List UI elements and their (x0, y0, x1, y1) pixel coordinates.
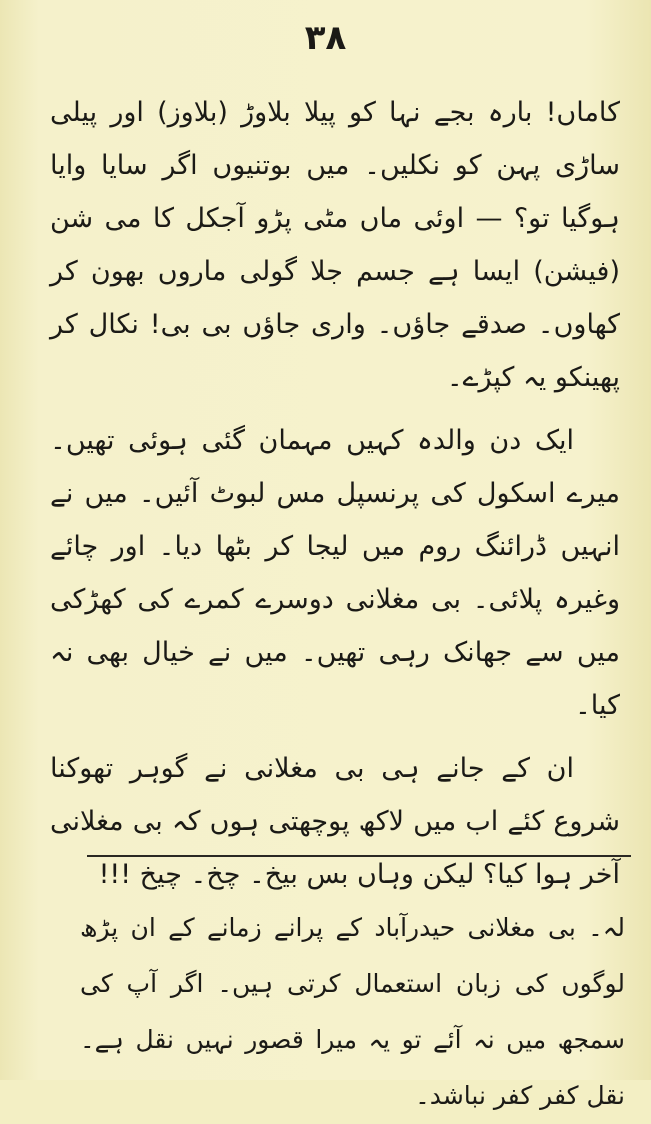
footnote (80, 900, 625, 1124)
paragraph: ان کے جانے ہی بی مغلانی نے گوہر تھوکنا شروع کئے اب میں لاکھ پوچھتی ہوں کہ بی مغلانی آخر ہوا کیا؟ لیکن وہاں بس بیخ۔ چخ۔ چیخ !!! (50, 753, 620, 890)
footnote-text: لہ۔ بی مغلانی حیدرآباد کے پرانے زمانے کے ان پڑھ لوگوں کی زبان استعمال کرتی ہیں۔ اگر آپ کی سمجھ میں نہ آئے تو یہ میرا قصور نہیں نقل ہے۔ نقل کفر کفر نباشد۔ (80, 913, 625, 1110)
page-number: ۳۸ (304, 18, 347, 58)
paragraph: ایک دن والدہ کہیں مہمان گئی ہوئی تھیں۔ میرے اسکول کی پرنسپل مس لبوٹ آئیں۔ میں نے انہیں ڈرائنگ روم میں لیجا کر بٹھا دیا۔ اور چائے وغیرہ پلائی۔ بی مغلانی دوسرے کمرے کی کھڑکی میں سے جھانک رہی تھیں۔ میں نے خیال بھی نہ کیا۔ (50, 425, 620, 721)
footnote-divider (87, 855, 631, 857)
body-text (50, 86, 620, 901)
paragraph: کاماں! بارہ بجے نہا کو پیلا بلاوڑ (بلاوز) اور پیلی ساڑی پہن کو نکلیں۔ میں بوتنیوں اگر سایا وایا ہوگیا تو؟ — اوئی ماں مٹی پڑو آجکل کا می شن (فیشن) ایسا ہے جسم جلا گولی ماروں بھون کر کھاوں۔ صدقے جاؤں۔ واری جاؤں بی بی! نکال کر پھینکو یہ کپڑے۔ (50, 97, 620, 393)
